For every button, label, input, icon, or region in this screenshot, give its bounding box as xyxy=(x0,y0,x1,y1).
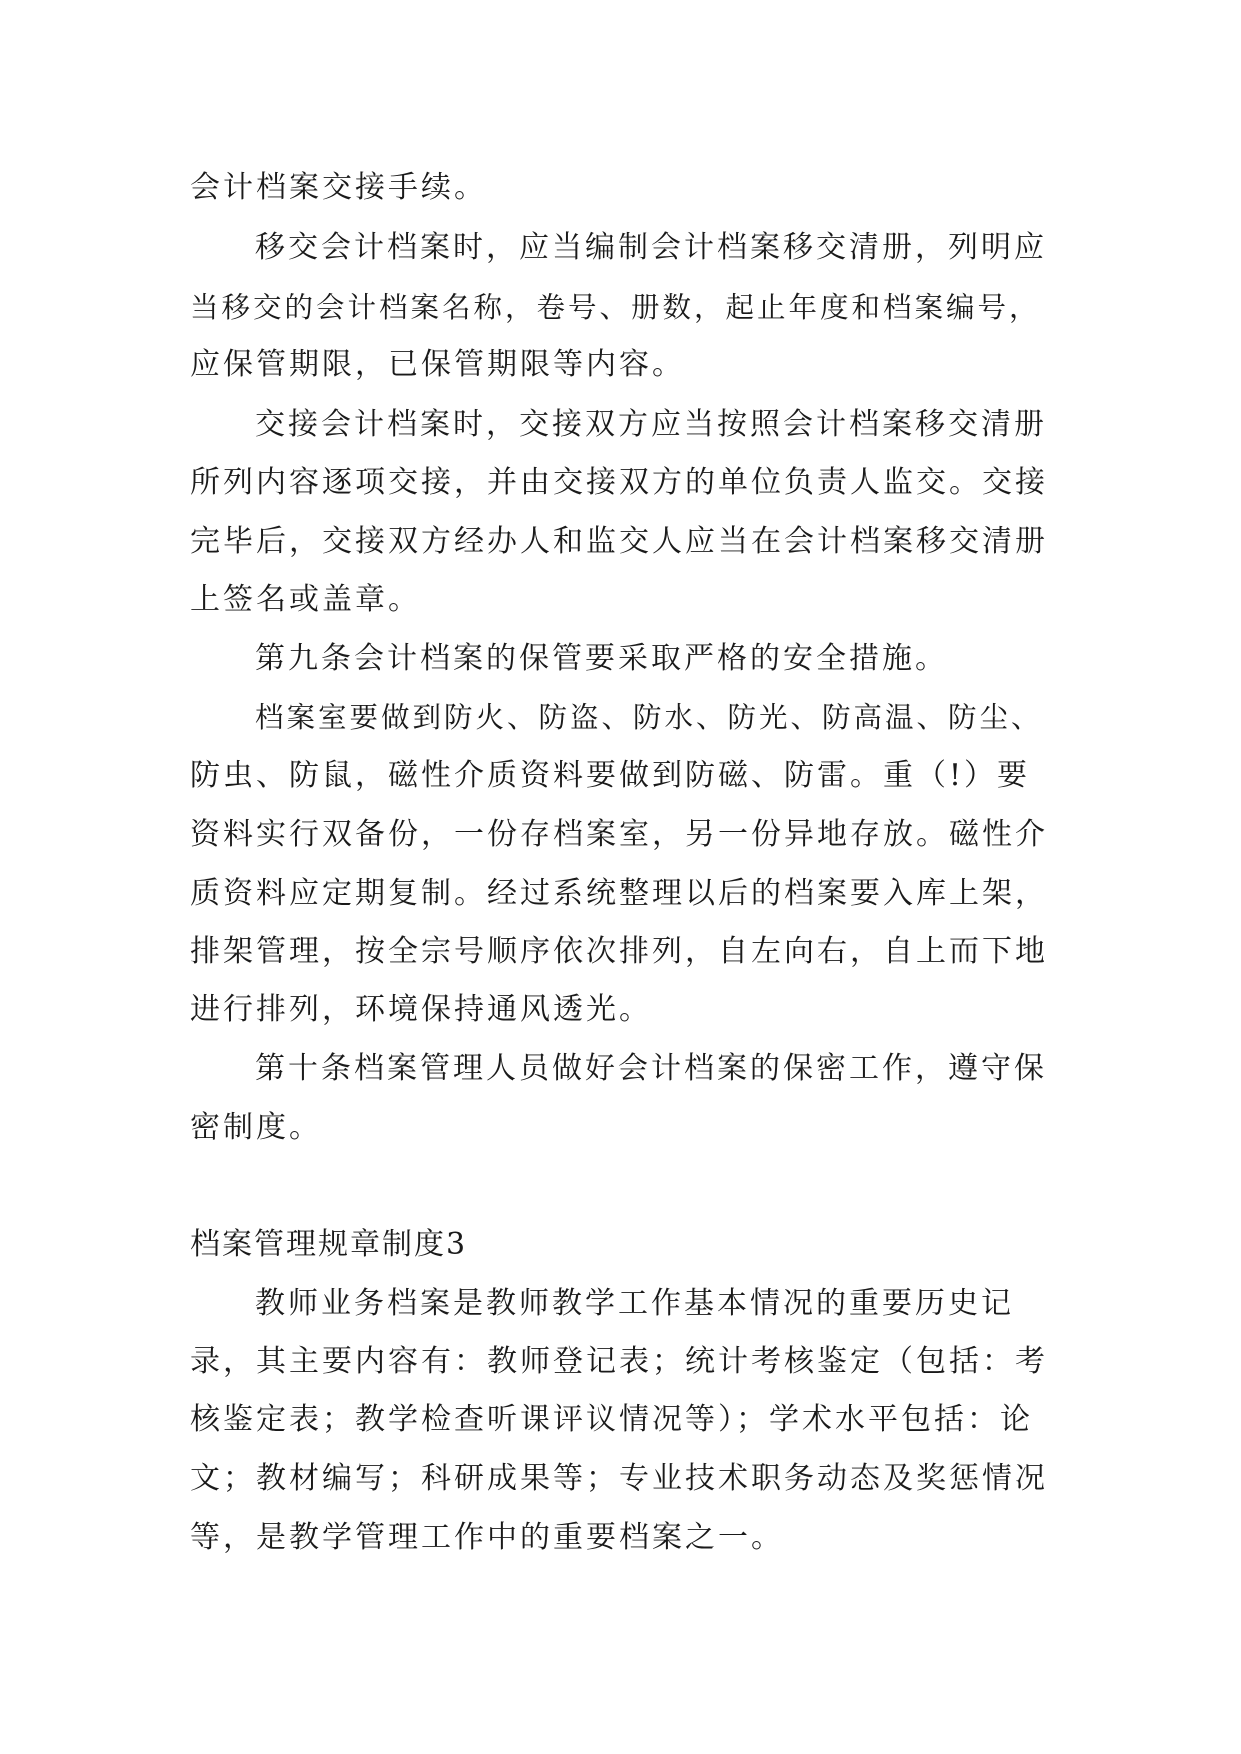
text-line: 排架管理，按全宗号顺序依次排列，自左向右，自上而下地 xyxy=(190,934,1048,969)
paragraph-line: 教师业务档案是教师教学工作基本情况的重要历史记 xyxy=(255,1286,1014,1321)
text-line: 完毕后，交接双方经办人和监交人应当在会计档案移交清册 xyxy=(190,524,1048,559)
section-heading: 档案管理规章制度3 xyxy=(190,1227,468,1262)
paragraph-line: 第九条会计档案的保管要采取严格的安全措施。 xyxy=(255,641,948,676)
text-line: 等，是教学管理工作中的重要档案之一。 xyxy=(190,1520,784,1555)
text-line: 质资料应定期复制。经过系统整理以后的档案要入库上架， xyxy=(190,876,1048,911)
text-line: 会计档案交接手续。 xyxy=(190,170,487,205)
paragraph-line: 交接会计档案时，交接双方应当按照会计档案移交清册 xyxy=(255,407,1047,442)
text-line: 当移交的会计档案名称，卷号、册数，起止年度和档案编号， xyxy=(190,291,1041,324)
text-line: 录，其主要内容有：教师登记表；统计考核鉴定（包括：考 xyxy=(190,1344,1048,1379)
text-line: 核鉴定表；教学检查听课评议情况等）；学术水平包括：论 xyxy=(190,1402,1033,1437)
text-line: 文；教材编写；科研成果等；专业技术职务动态及奖惩情况 xyxy=(190,1461,1048,1496)
text-line: 防虫、防鼠，磁性介质资料要做到防磁、防雷。重（!）要 xyxy=(190,758,1031,793)
text-line: 上签名或盖章。 xyxy=(190,582,421,617)
paragraph-line: 档案室要做到防火、防盗、防水、防光、防高温、防尘、 xyxy=(255,701,1043,734)
text-line: 进行排列，环境保持通风透光。 xyxy=(190,992,652,1027)
text-line: 资料实行双备份，一份存档案室，另一份异地存放。磁性介 xyxy=(190,817,1048,852)
paragraph-line: 第十条档案管理人员做好会计档案的保密工作，遵守保 xyxy=(255,1051,1047,1086)
text-line: 所列内容逐项交接，并由交接双方的单位负责人监交。交接 xyxy=(190,465,1048,500)
text-line: 密制度。 xyxy=(190,1110,322,1145)
text-line: 应保管期限，已保管期限等内容。 xyxy=(190,347,685,382)
paragraph-line: 移交会计档案时，应当编制会计档案移交清册，列明应 xyxy=(255,230,1047,265)
